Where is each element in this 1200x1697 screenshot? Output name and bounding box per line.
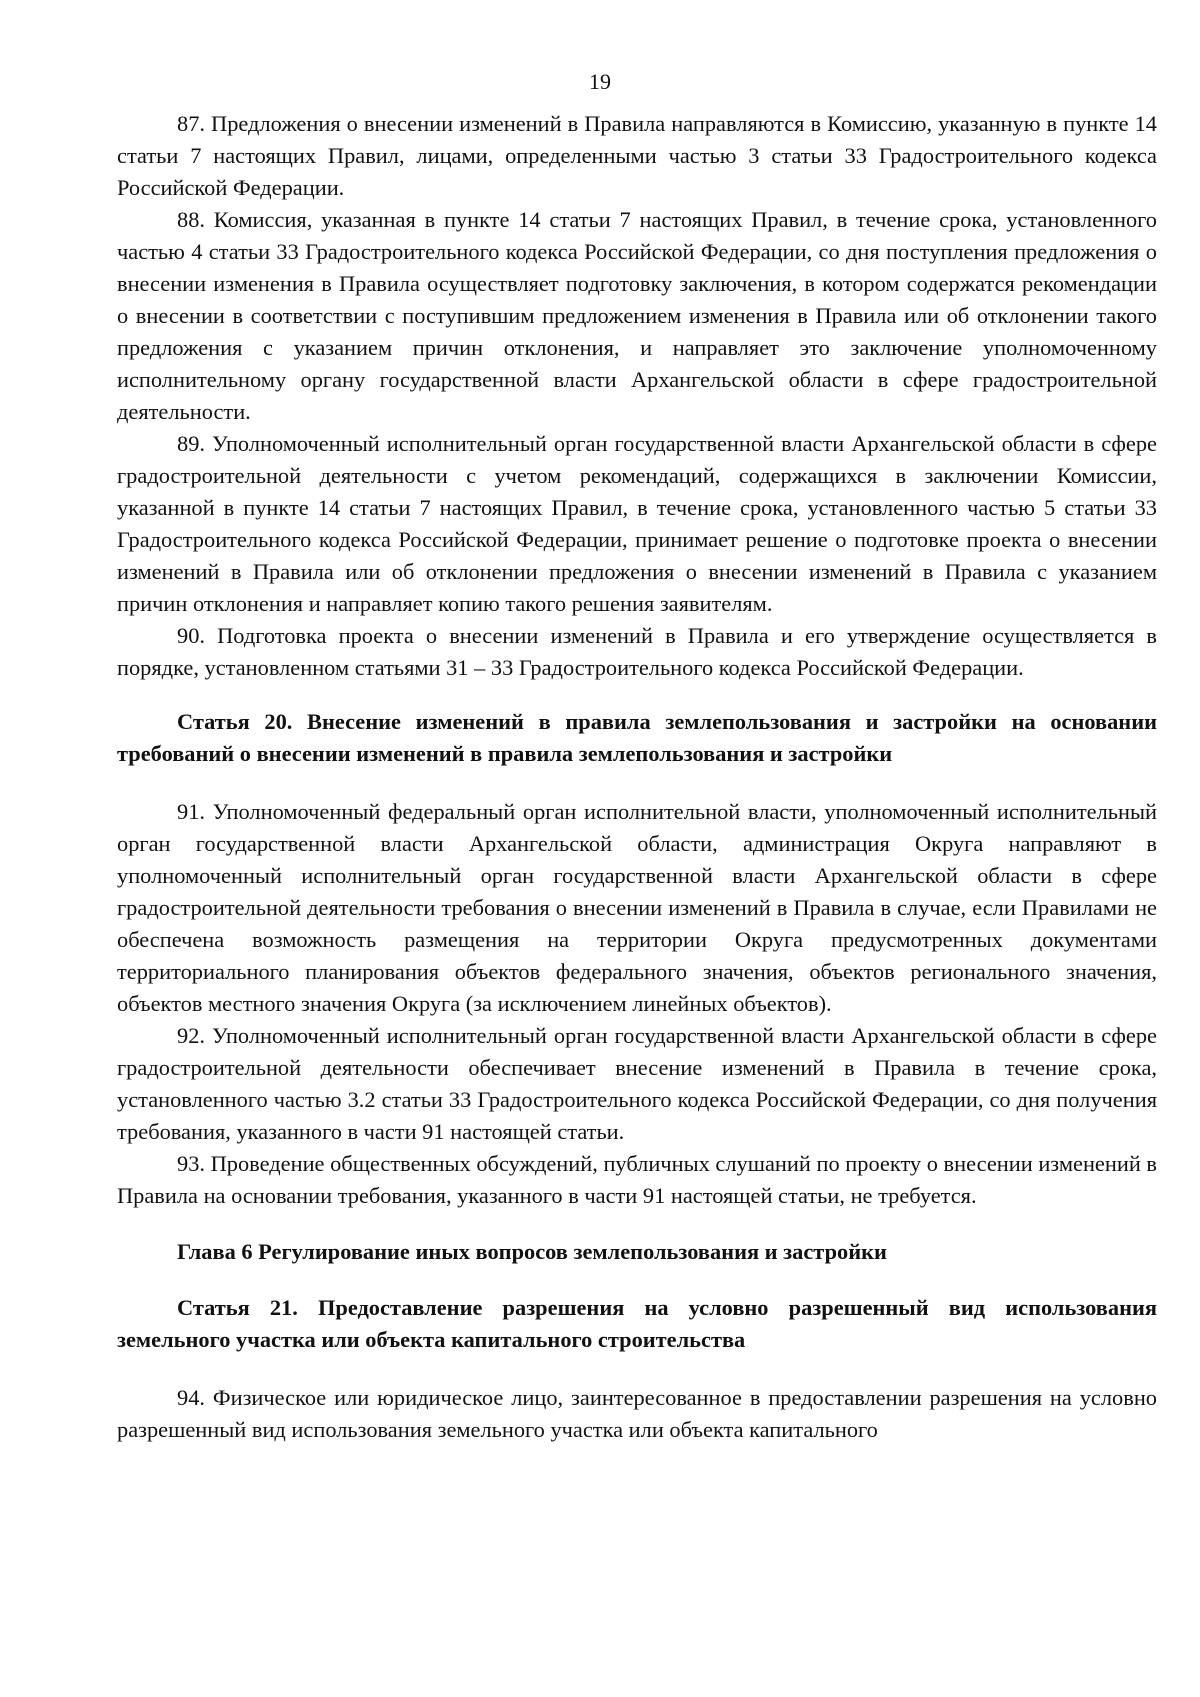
article-20-heading: Статья 20. Внесение изменений в правила землепользования и застройки на основании требований о внесении изменений в правила землепользования и застройки [117,709,1157,766]
paragraph-94: 94. Физическое или юридическое лицо, заинтересованное в предоставлении разрешения на условно разрешенный вид использования земельного участка или объекта капитального [117,1385,1157,1442]
paragraph-93: 93. Проведение общественных обсуждений, публичных слушаний по проекту о внесении изменений в Правила на основании требования, указанного в части 91 настоящей статьи, не требуется. [117,1151,1157,1208]
document-body [117,108,1157,1446]
paragraph-92: 92. Уполномоченный исполнительный орган государственной власти Архангельской области в сфере градостроительной деятельности обеспечивает внесение изменений в Правила в течение срока, установленного частью 3.2 статьи 33 Градостроительного кодекса Российской Федерации, со дня получения требования, указанного в части 91 настоящей статьи. [117,1023,1157,1144]
paragraph-87: 87. Предложения о внесении изменений в Правила направляются в Комиссию, указанную в пункте 14 статьи 7 настоящих Правил, лицами, определенными частью 3 статьи 33 Градостроительного кодекса Российской Федерации. [117,111,1157,200]
paragraph-90: 90. Подготовка проекта о внесении изменений в Правила и его утверждение осуществляется в порядке, установленном статьями 31 – 33 Градостроительного кодекса Российской Федерации. [117,623,1157,680]
paragraph-89: 89. Уполномоченный исполнительный орган государственной власти Архангельской области в сфере градостроительной деятельности с учетом рекомендаций, содержащихся в заключении Комиссии, указанной в пункте 14 статьи 7 настоящих Правил, в течение срока, установленного частью 5 статьи 33 Градостроительного кодекса Российской Федерации, принимает решение о подготовке проекта о внесении изменений в Правила или об отклонении предложения о внесении изменений в Правила с указанием причин отклонения и направляет копию такого решения заявителям. [117,431,1157,616]
chapter-6-heading: Глава 6 Регулирование иных вопросов землепользования и застройки [177,1239,887,1264]
article-21-heading: Статья 21. Предоставление разрешения на условно разрешенный вид использования земельного участка или объекта капитального строительства [117,1295,1157,1352]
page-number: 19 [589,69,611,94]
paragraph-91: 91. Уполномоченный федеральный орган исполнительной власти, уполномоченный исполнительный орган государственной власти Архангельской области, администрация Округа направляют в уполномоченный исполнительный орган государственной власти Архангельской области в сфере градостроительной деятельности требования о внесении изменений в Правила в случае, если Правилами не обеспечена возможность размещения на территории Округа предусмотренных документами территориального планирования объектов федерального значения, объектов регионального значения, объектов местного значения Округа (за исключением линейных объектов). [117,799,1157,1016]
paragraph-88: 88. Комиссия, указанная в пункте 14 статьи 7 настоящих Правил, в течение срока, установленного частью 4 статьи 33 Градостроительного кодекса Российской Федерации, со дня поступления предложения о внесении изменения в Правила осуществляет подготовку заключения, в котором содержатся рекомендации о внесении в соответствии с поступившим предложением изменения в Правила или об отклонении такого предложения с указанием причин отклонения, и направляет это заключение уполномоченному исполнительному органу государственной власти Архангельской области в сфере градостроительной деятельности. [117,207,1157,424]
